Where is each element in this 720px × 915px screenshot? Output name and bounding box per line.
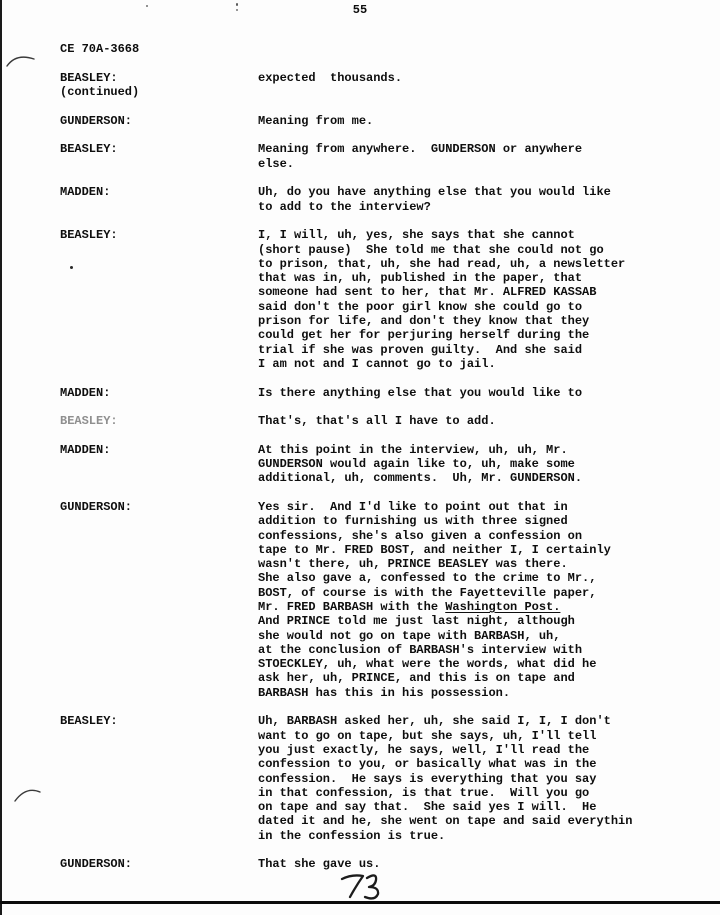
dialogue xyxy=(258,71,720,100)
dialogue-line: confession. He says is everything that you say xyxy=(258,771,597,786)
speaker-name: MADDEN: xyxy=(60,185,111,200)
dialogue xyxy=(258,500,720,700)
top-page-number: 55 xyxy=(352,3,368,17)
transcript-entry xyxy=(0,714,720,843)
speaker-name: BEASLEY: xyxy=(60,714,118,729)
text-segment: Mr. FRED BARBASH with the xyxy=(258,599,446,614)
dialogue-line: said don't the poor girl know she could go to xyxy=(258,299,583,314)
dialogue-line: Uh, do you have anything else that you would like xyxy=(258,185,611,200)
dialogue-line: ask her, uh, PRINCE, and this is on tape and xyxy=(258,671,575,686)
transcript-entry xyxy=(0,500,720,700)
dialogue-line: tape to Mr. FRED BOST, and neither I, I certainly xyxy=(258,542,611,557)
speaker-name: GUNDERSON: xyxy=(60,113,133,128)
dialogue-line xyxy=(258,600,720,614)
dialogue-line: that was in, uh, published in the paper, that xyxy=(258,271,583,286)
dialogue-line: I, I will, uh, yes, she says that she cannot xyxy=(258,228,575,243)
dialogue-line: confessions, she's also given a confession on xyxy=(258,528,583,543)
speaker-name: GUNDERSON: xyxy=(60,857,133,872)
dialogue-line: expected thousands. xyxy=(258,71,403,85)
dialogue xyxy=(258,714,720,843)
speaker-name: BEASLEY: xyxy=(60,71,118,85)
dialogue-line: Meaning from anywhere. GUNDERSON or anywhere xyxy=(258,142,583,157)
speaker-label xyxy=(60,71,258,100)
speaker-note: (continued) xyxy=(60,85,140,100)
dialogue-line: in the confession is true. xyxy=(258,828,446,843)
transcript-entry xyxy=(0,414,720,428)
speaker-label xyxy=(60,443,258,486)
speaker-label xyxy=(60,386,258,400)
dialogue-line: confession to you, or basically what was in the xyxy=(258,757,597,772)
dialogue-line: BARBASH has this in his possession. xyxy=(258,685,511,700)
transcript-entry xyxy=(0,857,720,871)
dialogue-line: additional, uh, comments. Uh, Mr. GUNDERSON. xyxy=(258,471,583,486)
speaker-name: BEASLEY: xyxy=(60,228,118,243)
speaker-name: MADDEN: xyxy=(60,385,111,400)
speaker-label xyxy=(60,714,258,843)
dialogue-line: That's, that's all I have to add. xyxy=(258,414,496,429)
speaker-label xyxy=(60,857,258,871)
dialogue-line: trial if she was proven guilty. And she said xyxy=(258,342,583,357)
transcript-entry xyxy=(0,443,720,486)
speaker-name: MADDEN: xyxy=(60,442,111,457)
speaker-name: BEASLEY: xyxy=(60,142,118,157)
transcript-entry xyxy=(0,71,720,100)
dialogue-line: could get her for perjuring herself during the xyxy=(258,328,590,343)
dialogue-line: Meaning from me. xyxy=(258,113,374,128)
dialogue xyxy=(258,857,720,871)
dialogue-line: STOECKLEY, uh, what were the words, what did he xyxy=(258,657,597,672)
dialogue-line: someone had sent to her, that Mr. ALFRED KASSAB xyxy=(258,285,597,300)
bottom-rule xyxy=(0,901,720,904)
transcript-entry xyxy=(0,228,720,371)
transcript xyxy=(0,71,720,886)
transcript-entry xyxy=(0,142,720,171)
underlined-text: Washington Post. xyxy=(445,599,561,614)
dialogue-line: in that confession, is that true. Will you go xyxy=(258,785,590,800)
doc-id: CE 70A-3668 xyxy=(60,42,140,56)
dialogue-line: wasn't there, uh, PRINCE BEASLEY was there. xyxy=(258,557,568,572)
speaker-label xyxy=(60,228,258,371)
dialogue-line: She also gave a, confessed to the crime to Mr., xyxy=(258,571,597,586)
dialogue-line: you just exactly, he says, well, I'll read the xyxy=(258,742,590,757)
dialogue xyxy=(258,114,720,128)
dialogue-line: on tape and say that. She said yes I will. He xyxy=(258,800,597,815)
pen-mark-top xyxy=(7,57,34,66)
dialogue xyxy=(258,386,720,400)
dialogue-line: Yes sir. And I'd like to point out that in xyxy=(258,499,568,514)
dialogue-line: That she gave us. xyxy=(258,857,381,872)
transcript-entry xyxy=(0,386,720,400)
dialogue-line: prison for life, and don't they know that they xyxy=(258,314,590,329)
speaker-label xyxy=(60,185,258,214)
speaker-name: GUNDERSON: xyxy=(60,499,133,514)
dialogue xyxy=(258,185,720,214)
speaker-label xyxy=(60,142,258,171)
dialogue-line: BOST, of course is with the Fayetteville paper, xyxy=(258,585,597,600)
speaker-label xyxy=(60,500,258,700)
transcript-entry xyxy=(0,114,720,128)
dialogue-line: addition to furnishing us with three signed xyxy=(258,514,568,529)
dialogue-line: she would not go on tape with BARBASH, uh, xyxy=(258,628,561,643)
dialogue xyxy=(258,228,720,371)
dialogue-line: at the conclusion of BARBASH's interview with xyxy=(258,642,583,657)
dialogue-line: I am not and I cannot go to jail. xyxy=(258,356,496,371)
speaker-label xyxy=(60,414,258,428)
speaker-name: BEASLEY: xyxy=(60,414,118,429)
dialogue-line: GUNDERSON would again like to, uh, make some xyxy=(258,457,575,472)
dialogue-line: And PRINCE told me just last night, although xyxy=(258,614,575,629)
dialogue xyxy=(258,414,720,428)
dialogue-line: Uh, BARBASH asked her, uh, she said I, I, I don't xyxy=(258,714,611,729)
dialogue-line: to prison, that, uh, she had read, uh, a newsletter xyxy=(258,256,626,271)
dialogue-line: want to go on tape, but she says, uh, I'll tell xyxy=(258,728,597,743)
dialogue xyxy=(258,443,720,486)
dialogue-line: to add to the interview? xyxy=(258,199,431,214)
dialogue-line: (short pause) She told me that she could not go xyxy=(258,242,604,257)
speaker-label xyxy=(60,114,258,128)
dialogue-line: dated it and he, she went on tape and said everythin xyxy=(258,814,633,829)
dialogue-line: else. xyxy=(258,156,295,171)
transcript-entry xyxy=(0,185,720,214)
dialogue-line: Is there anything else that you would like to xyxy=(258,385,583,400)
dialogue xyxy=(258,142,720,171)
dialogue-line: At this point in the interview, uh, uh, Mr. xyxy=(258,442,568,457)
